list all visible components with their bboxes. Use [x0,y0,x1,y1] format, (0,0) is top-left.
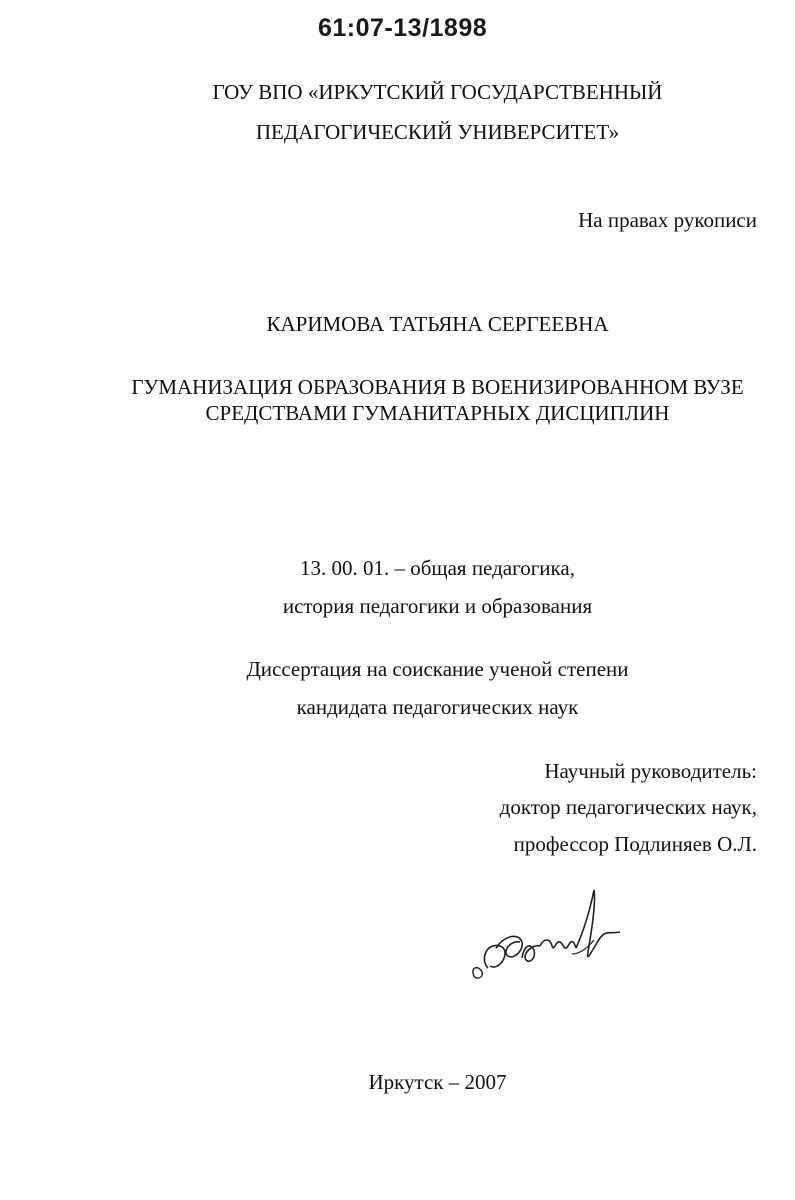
handwritten-signature [460,880,640,990]
degree-block [40,655,795,732]
degree-line-1: Диссертация на соискание ученой степени [246,657,629,681]
advisor-degree: доктор педагогических наук, [499,795,757,820]
title-line-1: ГУМАНИЗАЦИЯ ОБРАЗОВАНИЯ В ВОЕНИЗИРОВАННОМ ВУЗЕ [131,375,744,399]
archive-code: 61:07-13/1898 [318,14,488,42]
specialty-block [40,554,795,631]
author-name: КАРИМОВА ТАТЬЯНА СЕРГЕЕВНА [266,312,609,336]
dissertation-title [40,374,795,427]
organization-block [40,78,795,159]
title-line-2: СРЕДСТВАМИ ГУМАНИТАРНЫХ ДИСЦИПЛИН [205,401,670,426]
advisor-block [500,757,757,866]
advisor-name: профессор Подлиняев О.Л. [513,831,757,856]
place-and-year: Иркутск – 2007 [368,1070,507,1094]
advisor-label: Научный руководитель: [544,759,757,783]
specialty-line-1: 13. 00. 01. – общая педагогика, [299,556,576,580]
organization-line-2: ПЕДАГОГИЧЕСКИЙ УНИВЕРСИТЕТ» [255,120,620,145]
specialty-line-2: история педагогики и образования [282,594,593,619]
organization-line-1: ГОУ ВПО «ИРКУТСКИЙ ГОСУДАРСТВЕННЫЙ [212,80,663,104]
manuscript-rights-note: На правах рукописи [578,208,757,232]
degree-line-2: кандидата педагогических наук [296,695,579,720]
